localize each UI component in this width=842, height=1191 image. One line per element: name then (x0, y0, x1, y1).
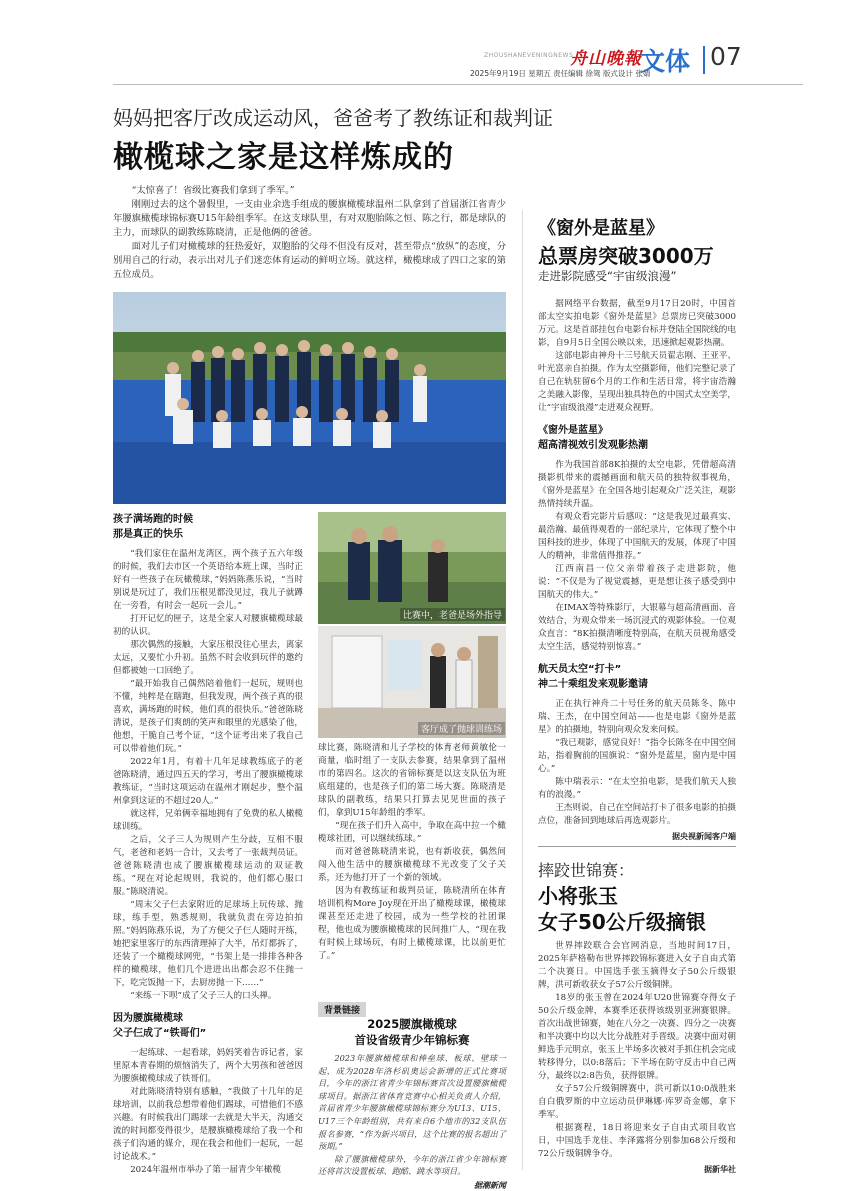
body-paragraph: “我已观影，感觉良好！”指令长陈冬在中国空间站，指着胸前的国旗说：“窗外是蓝星，窗内是中国心。” (538, 738, 736, 774)
body-paragraph: 这部电影由神舟十三号航天员翟志刚、王亚平、叶光富亲自拍摄。作为太空摄影师，他们完整记录了自己在轨驻留6个月的工作和生活日常，将宇宙浩瀚之美融入影像，呈现出独具特色的中国式太空美学，让“宇宙级浪漫”走进观众视野。 (538, 351, 736, 413)
box-paragraph: 2023年腰旗橄榄球和棒垒球、板球、壁球一起，成为2028年洛杉矶奥运会新增的正式比赛项目，今年的浙江省青少年锦标赛首次设置腰旗橄榄球项目。据浙江省体育竞赛中心相关负责人介绍，首届省青少年腰旗橄榄球锦标赛分为U13、U15、U17三个年龄组别，共有来自6个地市的32支队伍报名参赛，“作为新兴项目，这个比赛的报名超出了预期。” (318, 1053, 506, 1152)
issue-meta: 2025年9月19日 星期五 责任编辑 徐鸳 版式设计 张婧 (470, 69, 651, 78)
body-paragraph: 正在执行神舟二十号任务的航天员陈冬、陈中瑞、王杰，在中国空间站——也是电影《窗外是蓝星》的拍摄地，特别向观众发来问候。 (538, 699, 736, 735)
masthead-rule (113, 84, 803, 85)
background-link-label: 背景链接 (318, 1002, 366, 1017)
body-paragraph: 之后，父子三人为规则产生分歧，互相不服气，老爸和老妈一合计，又去考了一张裁判员证。爸爸陈晓清也成了腰旗橄榄球运动的双证教练。“现在对论起规则，我说的，他们都心服口服。”陈晓清说。 (113, 835, 303, 897)
body-paragraph: 对此陈晓清特别有感触，“我做了十几年的足球培训，以前我总想带着他们踢球，可惜他们不感兴趣。有时候我出门踢球一去就是大半天，沟通交流的时间都变得很少，是腰旗橄榄球给了我一个和孩子们沟通的媒介，现在我会和他们一起玩，一起讨论战术。” (113, 1087, 303, 1162)
body-paragraph: 世界摔跤联合会官网消息，当地时间17日，2025年萨格勒布世界摔跤锦标赛进入女子自由式第二个决赛日。中国选手张玉摘得女子50公斤级银牌，洪可新收获女子57公斤级铜牌。 (538, 941, 736, 990)
body-paragraph: “我们家住在温州龙湾区，两个孩子五六年级的时候，我们去市区一个英语给本班上课，当时正好有一些孩子在玩橄榄球，”妈妈陈燕乐说，“当时别说是玩过了，我们压根见都没见过，我儿子就蹲在一旁看，有时会一起玩一会儿。” (113, 549, 303, 611)
team-photo (113, 292, 506, 504)
background-link-text (318, 1052, 506, 1191)
section-heading-line: 因为腰旗橄榄球 父子仨成了“铁哥们” (113, 1013, 207, 1039)
body-paragraph: 根据赛程，18日将迎来女子自由式项目收官日，中国选手龙佳、李泽露将分别参加68公斤级和72公斤级铜牌争夺。 (538, 1123, 736, 1159)
section-name: 文体 (640, 47, 691, 76)
body-paragraph: 在IMAX等特殊影厅，大银幕与超高清画面、音效结合，为观众带来一场沉浸式的观影体验。一位观众直言：“8K拍摄清晰度特别高，在航天员视角感受太空生活，感觉特别惊喜。” (538, 603, 736, 652)
article-source: 据央视新闻客户端 (672, 832, 736, 841)
body-paragraph: “最开始我自己偶然陪着他们一起玩，规则也不懂，纯粹是在瞎跑，但我发现，两个孩子真的很喜欢，满场跑的时候，他们真的很快乐。”爸爸陈晓清说，是孩子们爽朗的笑声和眼里的光感染了他，他想，干脆自己考个证，“这个证考出来了我自己可以带着他们玩。” (113, 679, 303, 754)
body-paragraph: 而对爸爸陈晓清来说，也有新收获，偶然间闯入他生活中的腰旗橄榄球不光改变了父子关系，还为他打开了一个新的领域。 (318, 847, 506, 883)
living-room-photo (318, 626, 506, 738)
body-paragraph: 王杰则说，自己在空间站打卡了很多电影的拍摄点位，准备回到地球后再选观影片。 (538, 803, 736, 826)
left-column (113, 512, 303, 1177)
background-link-title: 2025腰旗橄榄球 首设省级青少年锦标赛 (354, 1017, 470, 1047)
page-number: 07 (710, 42, 742, 71)
body-paragraph: 陈中瑞表示：“在太空拍电影，是我们航天人独有的浪漫。” (538, 777, 736, 800)
section-heading (113, 1011, 303, 1041)
body-paragraph: “周末父子仨去家附近的足球场上玩传球、抛球，练手型，熟悉规则，我就负责在旁边拍拍照。”妈妈陈燕乐说，为了方便父子仨人随时开练，她把家里客厅的东西清理掉了大半，吊灯都拆了，还装了一个橄榄球网兜，“书架上是一排排各种各样的橄榄球，他们几个进进出出都会忍不住抛一下，吃完饭抛一下，去厨房抛一下……” (113, 900, 303, 988)
column-rule (522, 210, 523, 1170)
body-paragraph: 作为我国首部8K拍摄的太空电影，凭借超高清摄影机带来的震撼画面和航天员的独特叙事视角，《窗外是蓝星》在全国各地引起观众广泛关注，观影热情持续升温。 (538, 460, 736, 509)
body-paragraph: 那次偶然的接触，大家压根没往心里去，离家太远，又要忙小升初。虽然不时会收到玩伴的邀约但都被她一口回绝了。 (113, 640, 303, 676)
sport-headline: 小将张玉 (538, 884, 618, 908)
body-paragraph: “来练一下呗”成了父子三人的口头禅。 (130, 991, 277, 1001)
film-headline: 总票房突破3000万 (538, 244, 714, 268)
main-lead (113, 184, 506, 282)
photo-caption: 客厅成了抛球训练场 (418, 722, 505, 735)
masthead (470, 40, 800, 82)
body-paragraph: 有观众看完影片后感叹：“这是我见过最真实、最浩瀚、最值得观看的一部纪录片，它体现了整个中国科技的进步，体现了中国航天的发展，体现了中国人的精神，非常值得推荐。” (538, 512, 736, 561)
middle-column (318, 742, 506, 963)
sport-column (538, 940, 736, 1176)
film-column (538, 298, 736, 843)
body-paragraph: 2024年温州市举办了第一届青少年橄榄 (130, 1165, 281, 1175)
body-paragraph: 一起练球、一起看球，妈妈笑着告诉记者，家里原本青春期的烦恼消失了，两个大男孩和爸爸因为腰旗橄榄球成了铁哥们。 (113, 1048, 303, 1084)
section-heading (113, 512, 303, 542)
body-paragraph: 因为有教练证和裁判员证，陈晓清所在体育培训机构More Joy现在开出了橄榄球课，橄榄球课甚至还走进了校园，成为一些学校的社团课程，他也成为腰旗橄榄球的民间推广人，“现在我有时候上球场玩，有时上橄榄球课，比以前更忙了。” (318, 886, 506, 961)
sport-kicker: 摔跤世锦赛： (538, 861, 635, 880)
body-paragraph: 球比赛，陈晓清和儿子学校的体育老师黄敏伦一商量，临时组了一支队去参赛，结果拿到了温州市的第四名。这次的省锦标赛是以这支队伍为班底组建的，也是孩子们的第二场大赛。陈晓清是球队的副教练，结果只打算去见见世面的孩子们，拿到U15年龄组的季军。 (318, 743, 506, 818)
main-headline: 橄榄球之家是这样炼成的 (113, 140, 454, 175)
lead-paragraph: “太惊喜了！省级比赛我们拿到了季军。” (131, 185, 295, 196)
body-paragraph: 江西南昌一位父亲带着孩子走进影院，他说：“不仅是为了视觉震撼，更是想让孩子感受到中国航天的伟大。” (538, 564, 736, 600)
masthead-english: ZHOUSHANEVENINGNEWS (484, 52, 574, 59)
body-paragraph: 打开记忆的匣子，这是全家人对腰旗橄榄球最初的认识。 (113, 614, 303, 637)
lead-paragraph: 刚刚过去的这个暑假里，一支由业余选手组成的腰旗橄榄球温州二队拿到了首届浙江省青少年腰旗橄榄球锦标赛U15年龄组季军。在这支球队里，有对双胞胎陈之恒、陈之行，都是球队的主力，而球队的副教练陈晓清，正是他俩的爸爸。 (113, 199, 506, 238)
body-paragraph: 据网络平台数据，截至9月17日20时，中国首部太空实拍电影《窗外是蓝星》总票房已突破3000万元。这是首部挂包台电影台标并登陆全国院线的电影，自9月5日全国公映以来，迅速掀起观影热潮。 (538, 299, 736, 348)
section-heading: 航天员太空“打卡” 神二十乘组发来观影邀请 (538, 664, 648, 690)
article-source: 据新华社 (704, 1165, 736, 1174)
masthead-divider (703, 46, 705, 74)
sport-headline: 女子50公斤级摘银 (538, 910, 706, 934)
box-paragraph: 除了腰旗橄榄球外，今年的浙江省少年锦标赛还将首次设置板球、跑酷、跳水等项目。 (318, 1153, 506, 1177)
main-subhead: 妈妈把客厅改成运动风，爸爸考了教练证和裁判证 (113, 106, 553, 130)
section-heading: 《窗外是蓝星》 超高清视效引发观影热潮 (538, 425, 648, 451)
article-source: 据潮新闻 (474, 1180, 506, 1190)
body-paragraph: 就这样，兄弟俩幸福地拥有了免费的私人橄榄球训练。 (113, 809, 303, 832)
film-title: 《窗外是蓝星》 (538, 218, 664, 239)
body-paragraph: 18岁的张玉曾在2024年U20世锦赛夺得女子50公斤级金牌，本赛季还获得该级别亚洲赛银牌。首次出战世锦赛，她在八分之一决赛、四分之一决赛和半决赛中均以大比分战胜对手晋级。决赛中面对朝鲜选手元明京，张玉上半场多次被对手抓住机会完成转移得分，以0:8落后；下半场在防守反击中自己两分，最终以2:8告负，获得银牌。 (538, 993, 736, 1081)
section-heading-line: 孩子满场跑的时候 那是真正的快乐 (113, 514, 193, 540)
body-paragraph: 女子57公斤级铜牌赛中，洪可新以10:0战胜来自白俄罗斯的中立运动员伊琳娜·库罗奇金娜，拿下季军。 (538, 1084, 736, 1120)
lead-paragraph: 面对儿子们对橄榄球的狂热爱好，双胞胎的父母不但没有反对，甚至带点“放纵”的态度，分别用自己的行动，表示出对儿子们迷恋体育运动的鲜明立场。就这样，橄榄球成了四口之家的第五位成员。 (113, 241, 506, 280)
photo-caption: 比赛中，老爸是场外指导 (400, 608, 505, 621)
film-subtitle: 走进影院感受“宇宙级浪漫” (538, 269, 677, 283)
coaching-photo (318, 512, 506, 624)
newspaper-logo: 舟山晚報 (570, 49, 642, 69)
body-paragraph: 2022年1月，有着十几年足球教练底子的老爸陈晓清，通过四五天的学习，考出了腰旗橄榄球教练证，“当时这项运动在温州才刚起步，整个温州拿到这证的不超过20人。” (113, 757, 303, 806)
article-divider (538, 846, 736, 847)
body-paragraph: “现在孩子们升入高中，争取在高中拉一个橄榄球社团，可以继续练球。” (318, 821, 506, 844)
